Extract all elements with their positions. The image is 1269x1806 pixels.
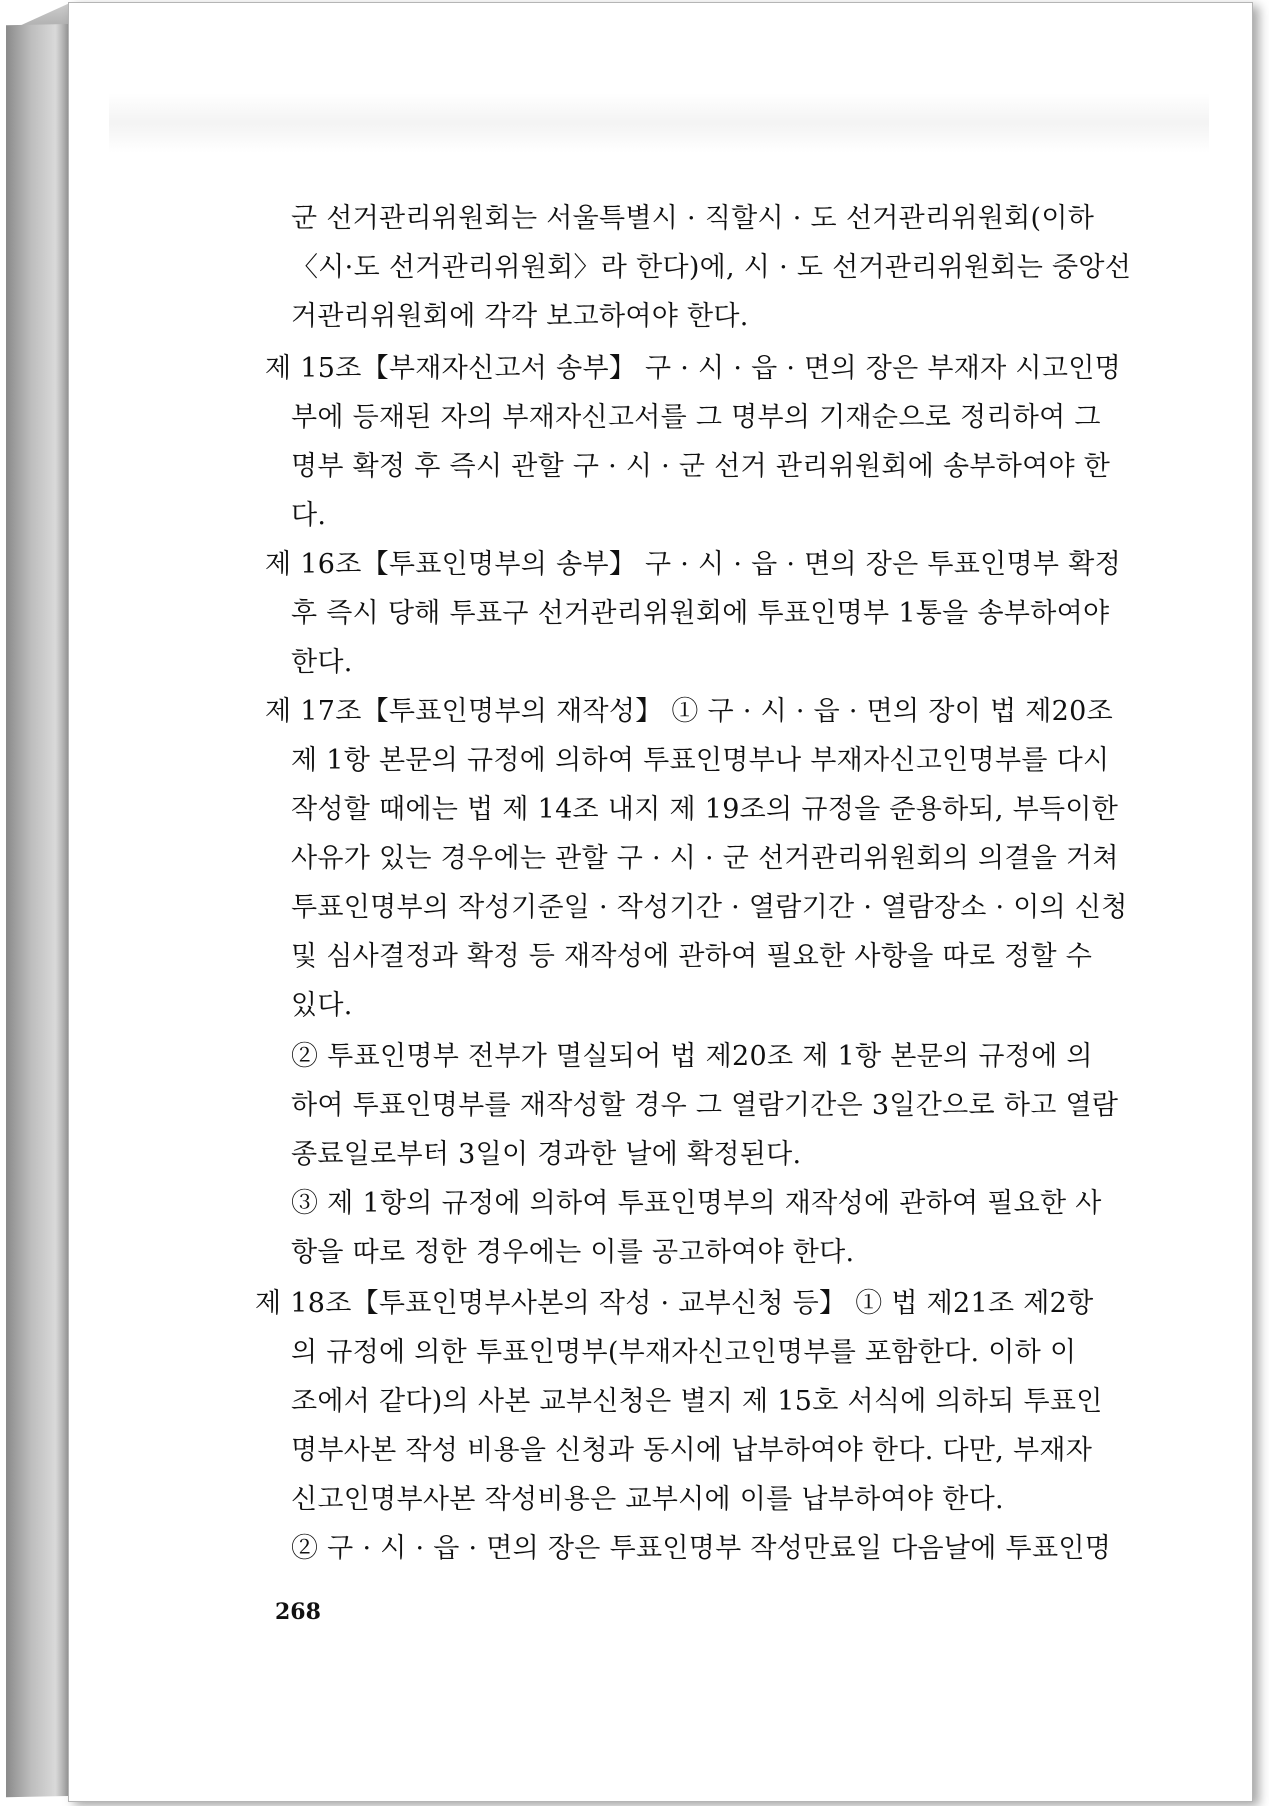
book-page	[68, 2, 1253, 1802]
text-line: 후 즉시 당해 투표구 선거관리위원회에 투표인명부 1통을 송부하여야	[291, 598, 1110, 629]
article-heading-line: 제 16조【투표인명부의 송부】 구 · 시 · 읍 · 면의 장은 투표인명부 확정	[265, 549, 1121, 580]
article-heading-line: 제 15조【부재자신고서 송부】 구 · 시 · 읍 · 면의 장은 부재자 시고인명	[265, 353, 1121, 384]
text-line: 의 규정에 의한 투표인명부(부재자신고인명부를 포함한다. 이하 이	[291, 1337, 1077, 1368]
paragraph-line: ② 투표인명부 전부가 멸실되어 법 제20조 제 1항 본문의 규정에 의	[291, 1041, 1093, 1072]
paragraph-line: ② 구 · 시 · 읍 · 면의 장은 투표인명부 작성만료일 다음날에 투표인명	[291, 1533, 1112, 1564]
text-line: 〈시·도 선거관리위원회〉라 한다)에, 시 · 도 선거관리위원회는 중앙선	[291, 252, 1132, 283]
page-number: 268	[275, 1599, 321, 1625]
text-line: 다.	[291, 500, 327, 531]
text-line: 거관리위원회에 각각 보고하여야 한다.	[291, 301, 749, 332]
text-line: 명부사본 작성 비용을 신청과 동시에 납부하여야 한다. 다만, 부재자	[291, 1435, 1093, 1466]
text-line: 투표인명부의 작성기준일 · 작성기간 · 열람기간 · 열람장소 · 이의 신청	[291, 892, 1128, 923]
text-line: 부에 등재된 자의 부재자신고서를 그 명부의 기재순으로 정리하여 그	[291, 402, 1101, 433]
book-page-stack-edge	[6, 24, 68, 1797]
text-line: 사유가 있는 경우에는 관할 구 · 시 · 군 선거관리위원회의 의결을 거쳐	[291, 843, 1119, 874]
text-line: 종료일로부터 3일이 경과한 날에 확정된다.	[291, 1139, 802, 1170]
text-line: 한다.	[291, 647, 353, 678]
text-line: 및 심사결정과 확정 등 재작성에 관하여 필요한 사항을 따로 정할 수	[291, 941, 1093, 972]
paragraph-line: ③ 제 1항의 규정에 의하여 투표인명부의 재작성에 관하여 필요한 사	[291, 1188, 1102, 1219]
text-line: 명부 확정 후 즉시 관할 구 · 시 · 군 선거 관리위원회에 송부하여야 한	[291, 451, 1111, 482]
text-line: 신고인명부사본 작성비용은 교부시에 이를 납부하여야 한다.	[291, 1484, 1004, 1515]
text-line: 군 선거관리위원회는 서울특별시 · 직할시 · 도 선거관리위원회(이하	[291, 203, 1095, 234]
text-line: 제 1항 본문의 규정에 의하여 투표인명부나 부재자신고인명부를 다시	[291, 745, 1110, 776]
text-line: 항을 따로 정한 경우에는 이를 공고하여야 한다.	[291, 1237, 855, 1268]
text-line: 있다.	[291, 990, 353, 1021]
article-heading-line: 제 17조【투표인명부의 재작성】 ① 구 · 시 · 읍 · 면의 장이 법 제20조	[265, 696, 1113, 727]
text-line: 조에서 같다)의 사본 교부신청은 별지 제 15호 서식에 의하되 투표인	[291, 1386, 1103, 1417]
text-line: 하여 투표인명부를 재작성할 경우 그 열람기간은 3일간으로 하고 열람	[291, 1090, 1119, 1121]
article-heading-line: 제 18조【투표인명부사본의 작성 · 교부신청 등】 ① 법 제21조 제2항	[255, 1288, 1094, 1319]
text-line: 작성할 때에는 법 제 14조 내지 제 19조의 규정을 준용하되, 부득이한	[291, 794, 1119, 825]
page-text-body	[69, 3, 1252, 1801]
